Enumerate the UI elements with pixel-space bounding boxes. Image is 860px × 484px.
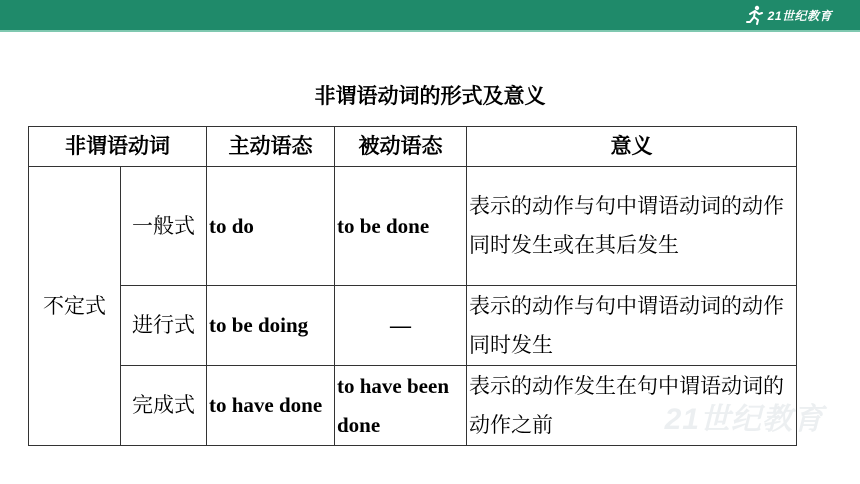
logo-text: 21世纪教育 [767,8,832,23]
active-cell: to do [207,167,335,286]
table-row [29,286,797,366]
active-cell: to be doing [207,286,335,366]
brand-logo [746,4,832,26]
header-meaning: 意义 [467,127,797,167]
table-header-row [29,127,797,167]
active-cell: to have done [207,366,335,446]
header-active: 主动语态 [207,127,335,167]
meaning-cell: 表示的动作与句中谓语动词的动作同时发生或在其后发生 [467,167,797,286]
header-nonfinite: 非谓语动词 [29,127,207,167]
runner-logo-icon [746,5,764,25]
form-cell: 一般式 [121,167,207,286]
meaning-cell: 表示的动作发生在句中谓语动词的动作之前 [467,366,797,446]
passive-cell: — [335,286,467,366]
group-label-infinitive: 不定式 [29,167,121,446]
passive-cell: to have been done [335,366,467,446]
page-title: 非谓语动词的形式及意义 [314,84,546,108]
table-row [29,167,797,286]
form-cell: 进行式 [121,286,207,366]
meaning-cell: 表示的动作与句中谓语动词的动作同时发生 [467,286,797,366]
watermark: 21世纪教育 [664,403,824,436]
form-cell: 完成式 [121,366,207,446]
passive-cell: to be done [335,167,467,286]
header-bar [0,0,860,30]
header-passive: 被动语态 [335,127,467,167]
header-accent-line [0,30,860,32]
